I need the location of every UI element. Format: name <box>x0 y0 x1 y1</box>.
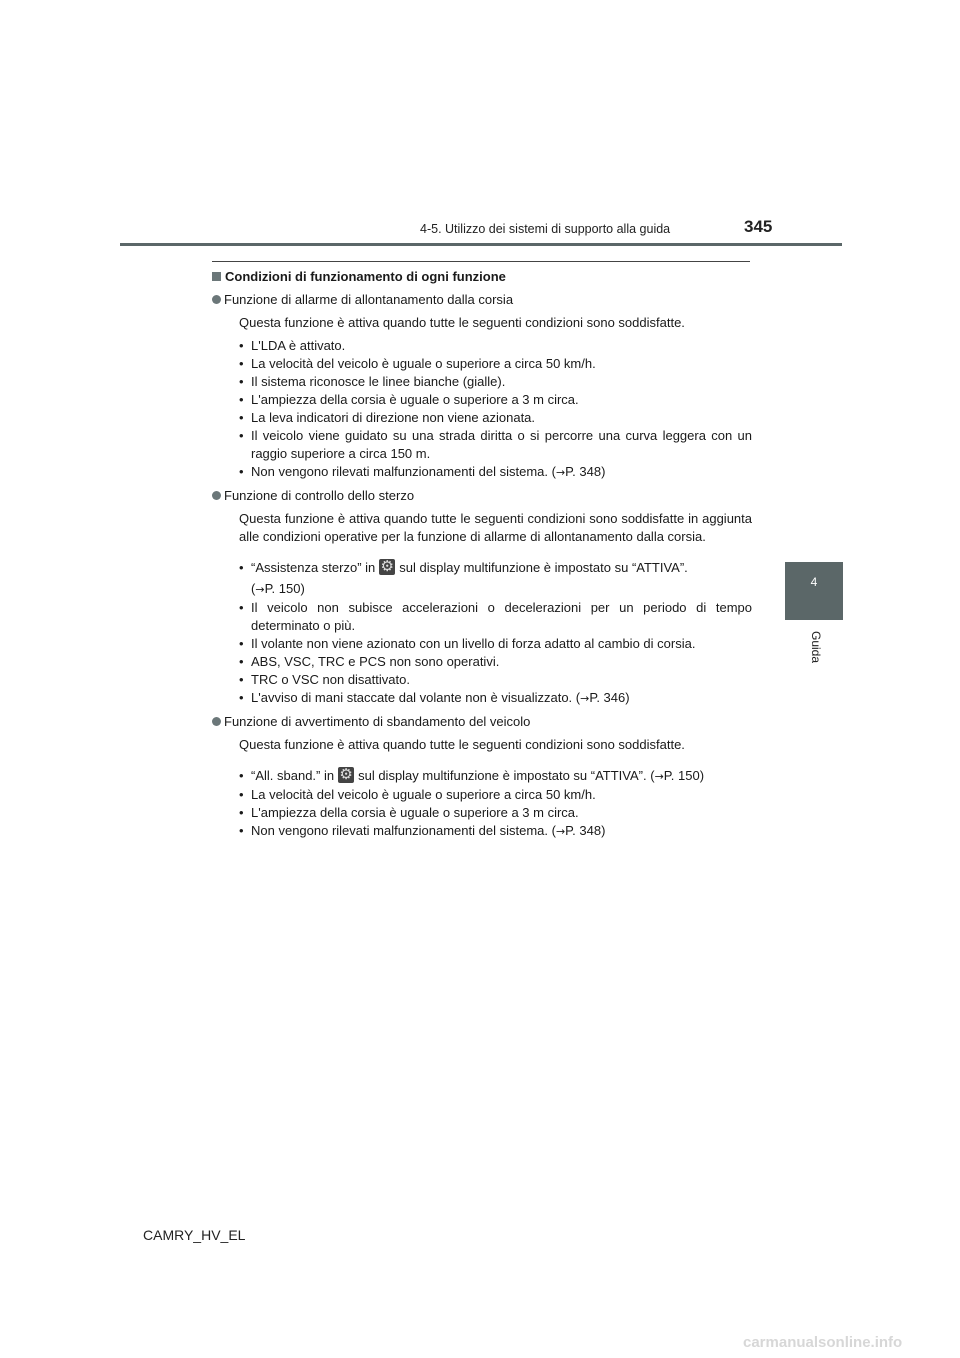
section-heading: Condizioni di funzionamento di ogni funzione <box>212 268 752 286</box>
running-header-title: 4-5. Utilizzo dei sistemi di supporto alla guida <box>420 222 671 236</box>
list-item: • La velocità del veicolo è uguale o superiore a circa 50 km/h. <box>239 787 596 802</box>
arrow-icon: → <box>654 770 664 783</box>
subsection-intro: Questa funzione è attiva quando tutte le seguenti condizioni sono soddisfatte in aggiunta alle condizioni operative per la funzione di allarme di allontanamento dalla corsia. <box>239 511 752 544</box>
list-item: • L'avviso di mani staccate dal volante non è visualizzato. (→P. 346) <box>239 690 630 705</box>
chapter-tab <box>785 562 843 620</box>
main-content <box>212 268 752 841</box>
arrow-icon: → <box>555 825 566 838</box>
page-reference-link[interactable]: P. 348) <box>565 823 606 838</box>
page-reference-link[interactable]: P. 348) <box>565 464 606 479</box>
list-item: • Non vengono rilevati malfunzionamenti del sistema. (→P. 348) <box>239 464 606 479</box>
watermark: carmanualsonline.info <box>743 1334 903 1351</box>
subsection-title: Funzione di controllo dello sterzo <box>212 487 752 505</box>
list-item: • “Assistenza sterzo” in⚙ sul display multifunzione è impostato su “ATTIVA”. <box>239 559 752 577</box>
subsection-title: Funzione di allarme di allontanamento dalla corsia <box>212 291 752 309</box>
settings-gear-icon <box>379 559 395 575</box>
list-item: • L'ampiezza della corsia è uguale o superiore a 3 m circa. <box>239 392 579 407</box>
list-item: • L'LDA è attivato. <box>239 338 346 353</box>
header-rule <box>120 243 842 246</box>
circle-marker-icon <box>212 295 221 304</box>
subsection-intro: Questa funzione è attiva quando tutte le seguenti condizioni sono soddisfatte. <box>239 315 685 330</box>
section-rule <box>212 261 750 262</box>
list-item: • La leva indicatori di direzione non viene azionata. <box>239 410 536 425</box>
square-marker-icon <box>212 272 221 281</box>
arrow-icon: → <box>555 466 566 479</box>
list-item: • Il veicolo non subisce accelerazioni o decelerazioni per un periodo di tempo determinato o più. <box>239 600 752 633</box>
chapter-tab-number: 4 <box>810 575 818 589</box>
list-item: • TRC o VSC non disattivato. <box>239 672 410 687</box>
list-item: • Il volante non viene azionato con un livello di forza adatto al cambio di corsia. <box>239 636 696 651</box>
subsection-intro: Questa funzione è attiva quando tutte le seguenti condizioni sono soddisfatte. <box>239 737 685 752</box>
model-code: CAMRY_HV_EL <box>143 1227 246 1243</box>
list-item: • L'ampiezza della corsia è uguale o superiore a 3 m circa. <box>239 805 579 820</box>
arrow-icon: → <box>255 583 265 596</box>
circle-marker-icon <box>212 717 221 726</box>
chapter-tab-label: Guida <box>809 631 823 664</box>
circle-marker-icon <box>212 491 221 500</box>
condition-list <box>239 767 752 841</box>
page-reference-link[interactable]: P. 150) <box>264 581 305 596</box>
list-item: • Il veicolo viene guidato su una strada diritta o si percorre una curva leggera con un raggio superiore a circa 150 m. <box>239 428 752 461</box>
subsection-title: Funzione di avvertimento di sbandamento del veicolo <box>212 713 752 731</box>
list-item: • Non vengono rilevati malfunzionamenti del sistema. (→P. 348) <box>239 823 606 838</box>
list-item: • ABS, VSC, TRC e PCS non sono operativi. <box>239 654 500 669</box>
page-number: 345 <box>744 217 773 236</box>
arrow-icon: → <box>580 692 590 705</box>
condition-list <box>239 559 752 708</box>
page-reference-link[interactable]: P. 346) <box>589 690 630 705</box>
list-item-continuation: (→P. 150) <box>251 581 305 596</box>
page-reference-link[interactable]: P. 150) <box>663 768 705 783</box>
settings-gear-icon <box>338 767 354 783</box>
list-item: • La velocità del veicolo è uguale o superiore a circa 50 km/h. <box>239 356 596 371</box>
condition-list <box>239 337 752 482</box>
list-item: • “All. sband.” in⚙ sul display multifunzione è impostato su “ATTIVA”. (→P. 150) <box>239 767 752 786</box>
list-item: • Il sistema riconosce le linee bianche (gialle). <box>239 374 506 389</box>
